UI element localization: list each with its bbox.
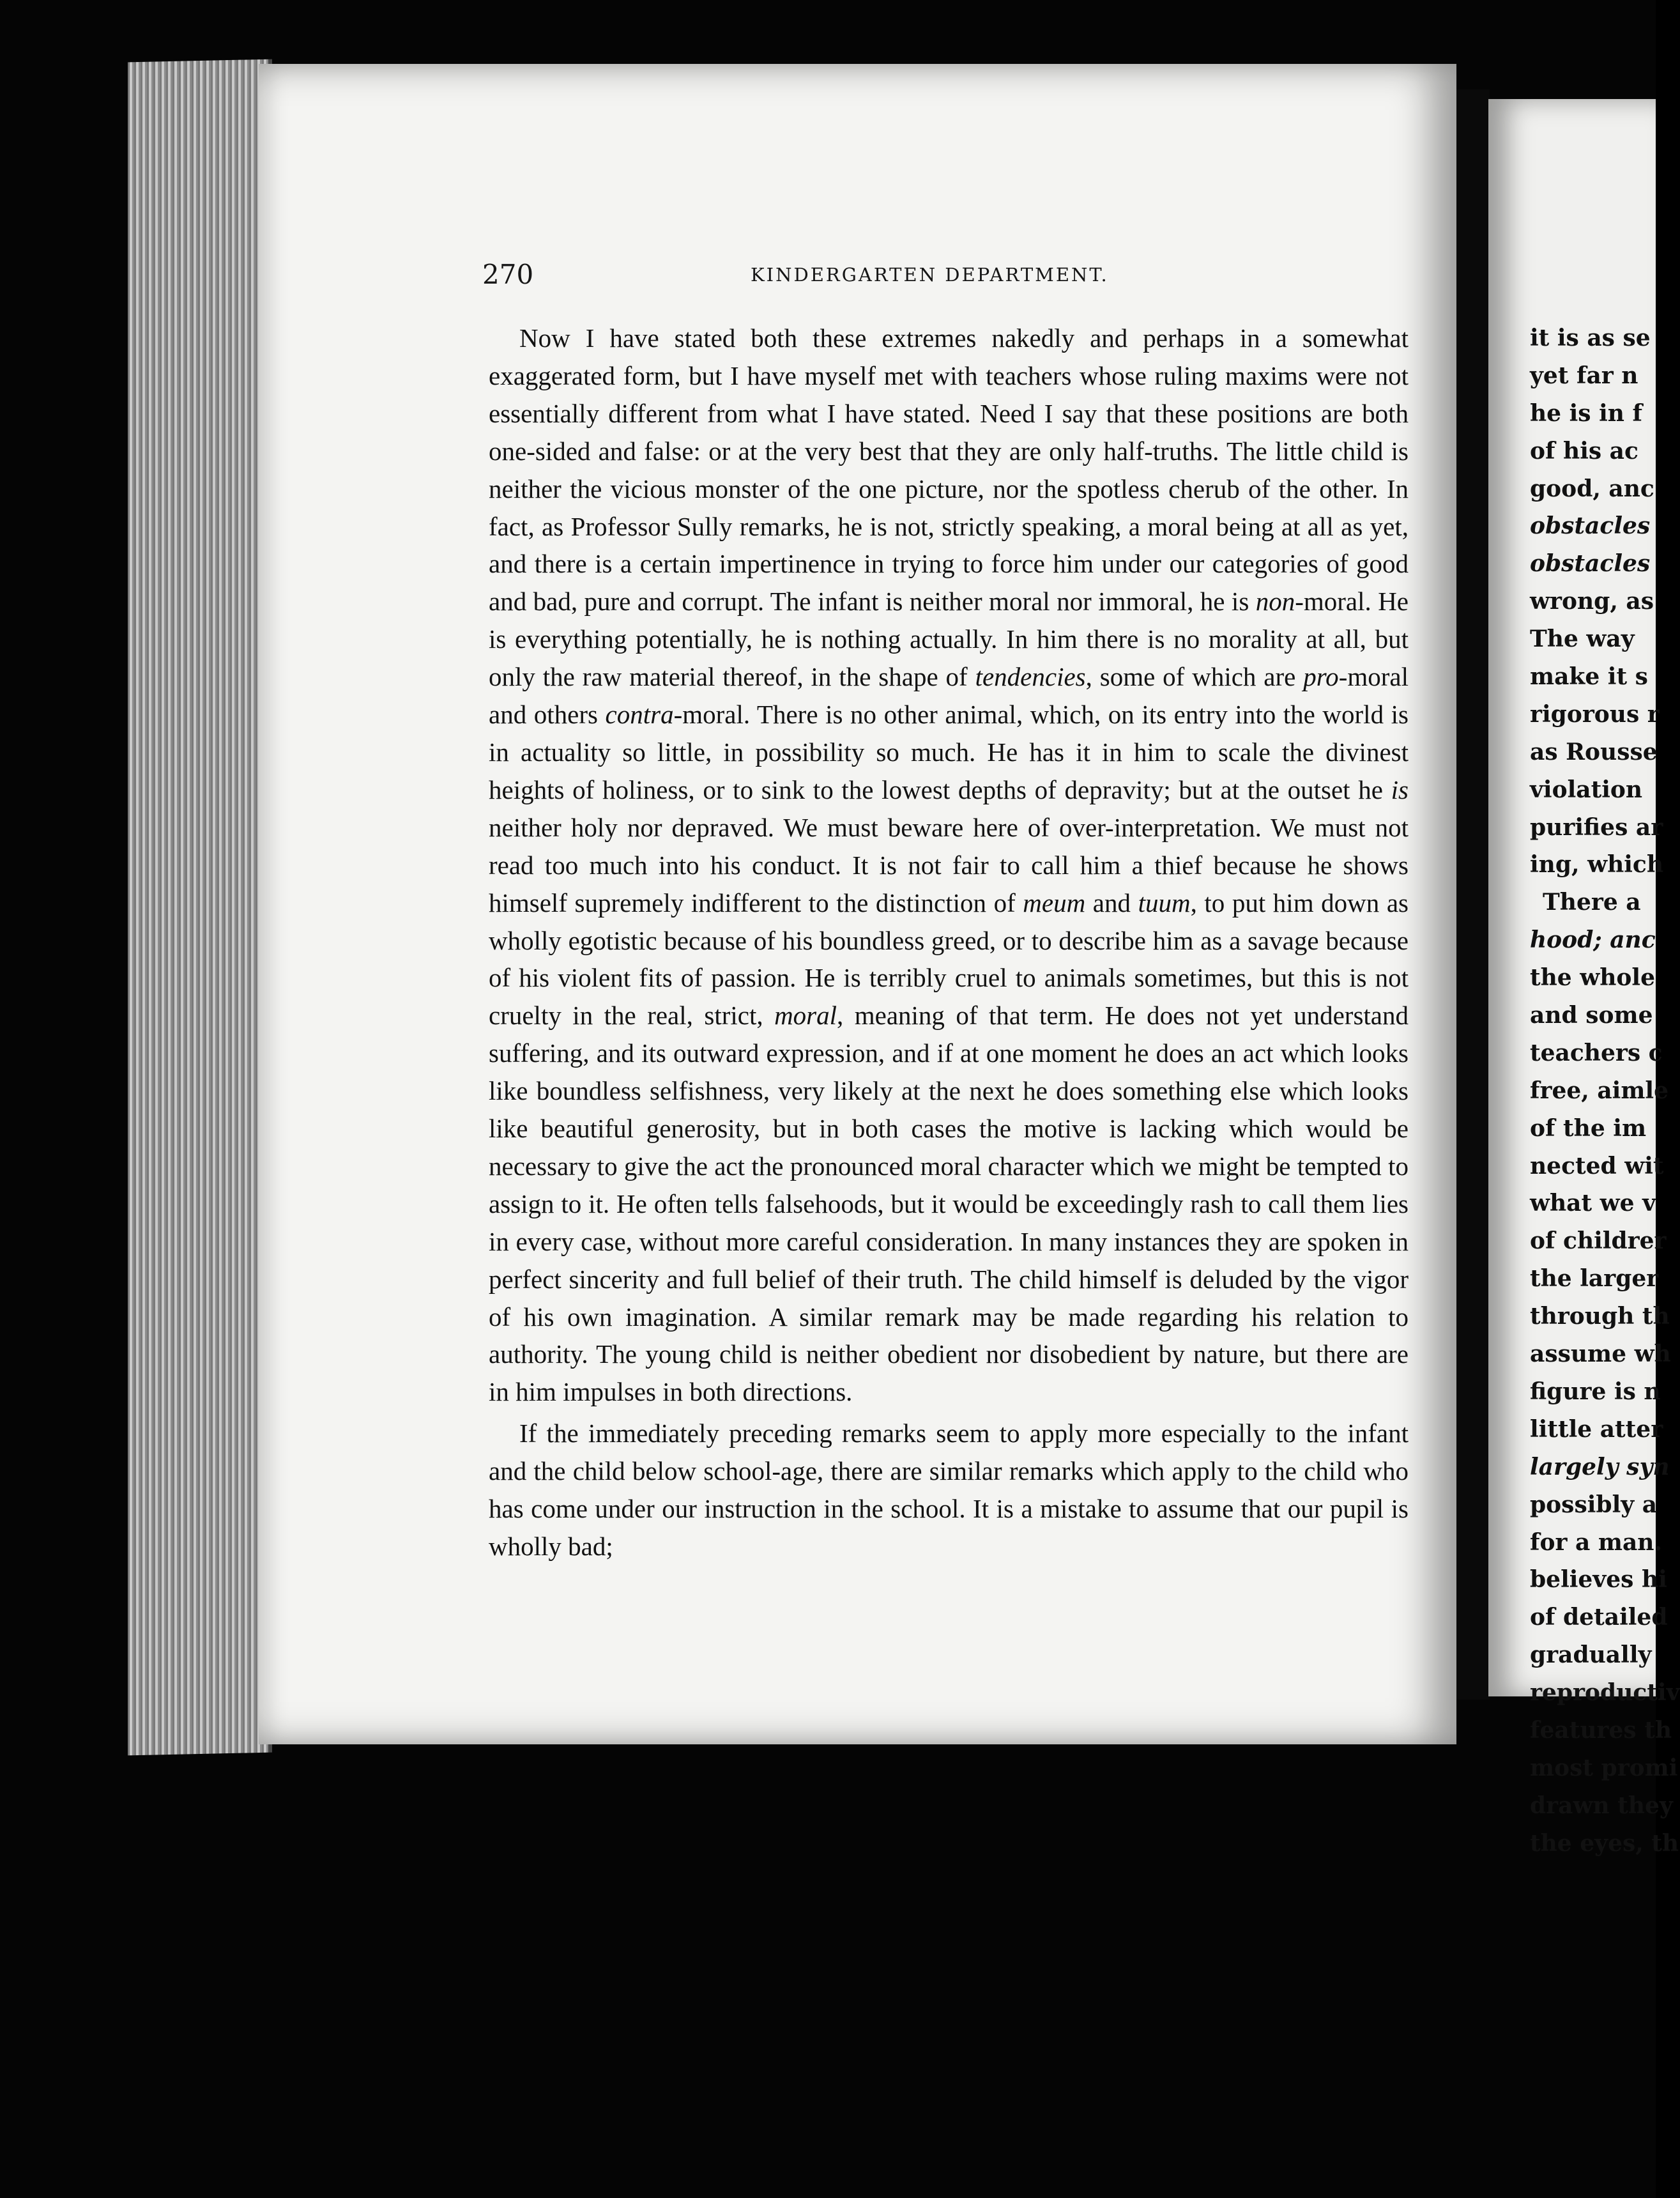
p1-em-tuum: tuum <box>1138 888 1191 918</box>
facing-line: assume wh <box>1530 1341 1671 1368</box>
facing-line: the larger <box>1530 1265 1659 1293</box>
p1-text-5: -moral. There is no other animal, which, on its entry into the world is in actuality so little, in possibility so much. He has it in him to scale the divinest heights of holiness, or to sink to the lowest depths of depravity; but at the outset he <box>489 700 1409 804</box>
facing-line: for a man. <box>1530 1528 1662 1556</box>
facing-line: figure is n <box>1530 1378 1661 1405</box>
p1-em-contra: contra <box>605 700 674 730</box>
running-head <box>482 259 1415 297</box>
facing-line: good, anc <box>1530 475 1654 502</box>
facing-line: teachers c <box>1530 1039 1663 1066</box>
p1-em-non: non <box>1255 587 1295 617</box>
facing-line: features th <box>1530 1716 1672 1744</box>
facing-line: of his ac <box>1530 437 1638 465</box>
facing-line: it is as se <box>1530 325 1651 351</box>
facing-line: There a <box>1543 889 1641 916</box>
facing-line: of the im <box>1530 1114 1647 1142</box>
p1-em-is: is <box>1391 774 1409 804</box>
paragraph-1 <box>489 319 1409 1411</box>
p1-em-pro: pro <box>1303 662 1339 692</box>
facing-line: obstacles <box>1530 512 1651 540</box>
p1-text-2: -moral. He is everything potentially, he is nothing actually. In him there is no morality at all, but only the raw material thereof, in the shape of <box>489 587 1409 692</box>
facing-line: yet far n <box>1530 362 1638 389</box>
page-edges <box>128 59 272 1756</box>
facing-line: what we v <box>1530 1190 1656 1217</box>
p1-text-4: -moral and others <box>489 662 1409 730</box>
facing-line: hood; anc <box>1530 926 1656 954</box>
facing-page-text <box>1530 319 1680 1863</box>
facing-line: and some <box>1530 1002 1653 1029</box>
facing-line: purifies ar <box>1530 813 1663 841</box>
p1-text-3: , some of which are <box>1085 662 1304 692</box>
p1-text-6: neither holy nor depraved. We must beware here of over-interpretation. We must not read too much into his conduct. It is not fair to call him a thief because he shows himself supremely indifferent to the distinction of <box>489 812 1409 918</box>
facing-line: possibly a <box>1530 1491 1658 1518</box>
facing-line: of detailed <box>1530 1604 1668 1631</box>
facing-line: as Rousse <box>1530 738 1658 765</box>
facing-line: of childrer <box>1530 1227 1667 1255</box>
facing-line: little atter <box>1530 1415 1663 1443</box>
facing-line: The way <box>1530 626 1635 653</box>
facing-line: ing, which <box>1530 851 1664 879</box>
p1-em-tendencies: tendencies <box>975 662 1086 692</box>
facing-line: the eyes, th <box>1530 1829 1679 1857</box>
facing-line: nected wit <box>1530 1152 1664 1180</box>
p1-text-8: , to put him down as wholly egotistic because of his boundless greed, or to describe him as a savage because of his violent fits of passion. He is terribly cruel to animals sometimes, but this is not cruelty in the real, strict, <box>489 888 1409 1031</box>
running-title: KINDERGARTEN DEPARTMENT. <box>751 264 1109 286</box>
book-gutter <box>1456 89 1490 1700</box>
facing-line: believes hi <box>1530 1566 1667 1594</box>
facing-line: violation <box>1530 776 1643 803</box>
facing-line: gradually <box>1530 1641 1652 1669</box>
p1-text-9: , meaning of that term. He does not yet understand suffering, and its outward expression, and if at one moment he does an act which looks like boundless selfishness, very likely at the next he does something else which looks like beautiful generosity, but in both cases the motive is lacking which would be necessary to give the act the pronounced moral character which we might be tempted to assign to it. He often tells falsehoods, but it would be exceedingly rash to call them lies in every case, without more careful consideration. In many instances they are spoken in perfect sincerity and full belief of their truth. The child himself is deluded by the vigor of his own imagination. A similar remark may be made regarding his relation to authority. The young child is neither obedient nor disobedient by nature, but there are in him impulses in both directions. <box>489 1001 1409 1407</box>
p1-em-moral: moral <box>774 1001 837 1031</box>
body-text <box>489 319 1409 1565</box>
facing-line: wrong, as <box>1530 588 1654 615</box>
facing-line: he is in f <box>1530 399 1642 427</box>
facing-line: most promi <box>1530 1754 1678 1781</box>
p1-text-1: Now I have stated both these extremes nakedly and perhaps in a somewhat exaggerated form, but I have myself met with teachers whose ruling maxims were not essentially different from what I have stated. Need I say that these positions are both one-sided and false: or at the very best that they are only half-truths. The little child is neither the vicious monster of the one picture, nor the spotless cherub of the other. In fact, as Professor Sully remarks, he is not, strictly speaking, a moral being at all as yet, and there is a certain impertinence in trying to force him under our categories of good and bad, pure and corrupt. The infant is neither moral nor immoral, he is <box>489 323 1409 617</box>
facing-line: make it s <box>1530 663 1648 691</box>
facing-line: rigorous r <box>1530 700 1660 728</box>
page-number: 270 <box>482 259 534 290</box>
facing-line: drawn they <box>1530 1792 1673 1819</box>
facing-line: the whole <box>1530 964 1655 992</box>
facing-line: obstacles <box>1530 550 1651 578</box>
paragraph-2: If the immediately preceding remarks seem to apply more especially to the infant and the child below school-age, there are similar remarks which apply to the child who has come under our instruction in the school. It is a mistake to assume that our pupil is wholly bad; <box>489 1418 1409 1561</box>
facing-line: through th <box>1530 1303 1670 1330</box>
p1-em-meum: meum <box>1023 888 1086 918</box>
p1-text-7: and <box>1085 888 1138 918</box>
facing-line: free, aimle <box>1530 1077 1669 1104</box>
facing-line: reproductiv <box>1530 1679 1680 1707</box>
facing-line: largely syn <box>1530 1453 1670 1480</box>
